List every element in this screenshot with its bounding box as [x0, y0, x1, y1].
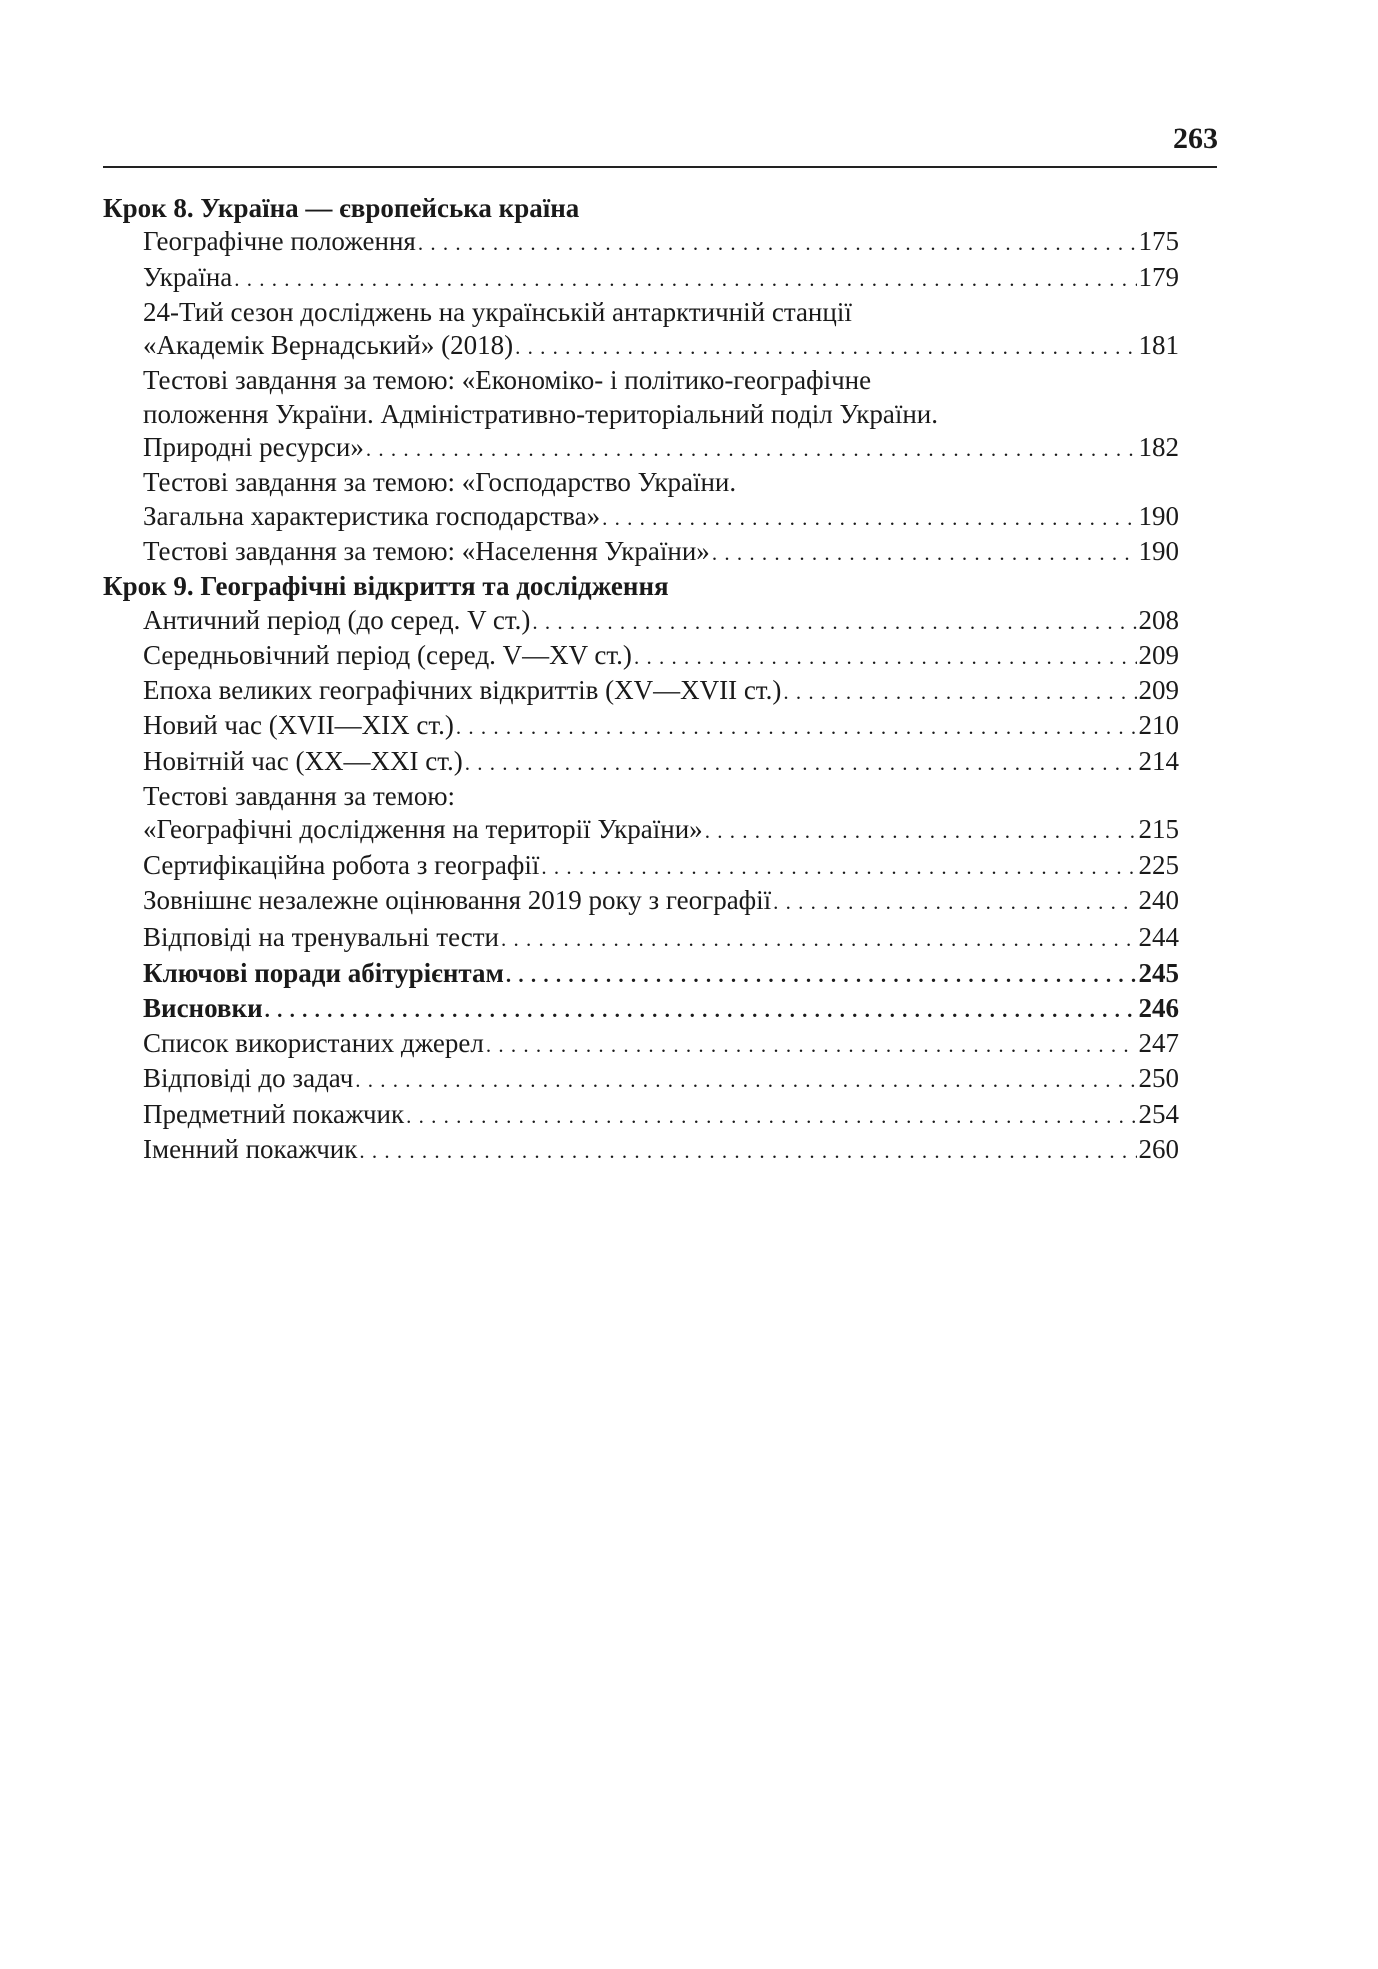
dot-leader	[406, 1100, 1136, 1133]
toc-entry-title: Ключові поради абітурієнтам	[143, 957, 504, 988]
toc-entry	[143, 639, 1179, 674]
toc-entry-title: Географічне положення	[143, 226, 416, 257]
toc-entry-title: Список використаних джерел	[143, 1028, 484, 1059]
toc-entry-page: 175	[1138, 226, 1179, 257]
toc-entry-title: Тестові завдання за темою: «Населення України»	[143, 535, 710, 566]
toc-entry-title: Новий час (XVII—XIX ст.)	[143, 710, 454, 741]
dot-leader	[634, 641, 1137, 674]
toc-entry-title: Предметний покажчик	[143, 1098, 405, 1129]
toc-entry-title: Середньовічний період (серед. V—XV ст.)	[143, 639, 632, 670]
toc-entry-title: Епоха великих географічних відкриттів (XV—XVII ст.)	[143, 675, 782, 706]
dot-leader	[359, 1135, 1136, 1168]
dot-leader	[418, 227, 1137, 260]
toc-entry-row	[143, 1098, 1179, 1133]
toc-entry-list	[103, 225, 1179, 570]
toc-entry-title-line: Тестові завдання за темою: «Економіко- і політико-географічне	[143, 365, 872, 396]
toc-entry-row	[143, 535, 1179, 570]
toc-entry-page: 209	[1138, 675, 1179, 706]
toc-entry-row	[143, 604, 1179, 639]
dot-leader	[486, 1029, 1137, 1062]
toc-entry-page: 210	[1138, 710, 1179, 741]
toc-entry-title: Античний період (до серед. V ст.)	[143, 604, 531, 635]
toc-entry-page: 244	[1138, 922, 1179, 953]
table-of-contents	[103, 192, 1179, 1168]
toc-entry-page: 225	[1138, 849, 1179, 880]
toc-entry-row	[143, 1133, 1179, 1168]
toc-entry-title: Сертифікаційна робота з географії	[143, 849, 540, 880]
dot-leader	[532, 606, 1136, 639]
toc-entry-row	[143, 849, 1179, 884]
toc-entry-list	[103, 604, 1179, 1169]
toc-entry-title: Відповіді на тренувальні тести	[143, 922, 499, 953]
toc-entry-row	[143, 884, 1179, 919]
toc-entry-page: 209	[1138, 639, 1179, 670]
toc-entry-row	[143, 329, 1179, 364]
dot-leader	[602, 502, 1136, 535]
dot-leader	[773, 886, 1136, 919]
toc-entry-title: «Географічні дослідження на території України»	[143, 814, 703, 845]
toc-entry-row	[143, 500, 1179, 535]
toc-entry	[143, 1062, 1179, 1097]
toc-entry-page: 181	[1138, 330, 1179, 361]
dot-leader	[501, 923, 1137, 956]
toc-entry-row	[143, 225, 1179, 260]
toc-entry-title-line: положення України. Адміністративно-територіальний поділ України.	[143, 398, 939, 429]
toc-entry	[143, 957, 1179, 992]
section-heading: Крок 8. Україна — європейська країна	[103, 193, 580, 223]
toc-entry	[143, 604, 1179, 639]
toc-entry	[143, 745, 1179, 780]
dot-leader	[506, 959, 1137, 992]
toc-entry	[143, 921, 1179, 956]
toc-entry-title: «Академік Вернадський» (2018)	[143, 330, 514, 361]
toc-entry	[143, 364, 1179, 466]
toc-entry	[143, 674, 1179, 709]
toc-entry-row	[143, 709, 1179, 744]
toc-entry	[143, 535, 1179, 570]
toc-entry-page: 240	[1138, 884, 1179, 915]
dot-leader	[366, 433, 1137, 466]
toc-entry	[143, 225, 1179, 260]
toc-entry-page: 215	[1138, 814, 1179, 845]
toc-entry-page: 190	[1138, 500, 1179, 531]
dot-leader	[783, 676, 1136, 709]
toc-entry	[143, 849, 1179, 884]
toc-entry-row	[143, 957, 1179, 992]
toc-entry-page: 260	[1138, 1134, 1179, 1165]
dot-leader	[355, 1064, 1136, 1097]
toc-entry-title-line: Тестові завдання за темою:	[143, 781, 456, 812]
toc-entry-page: 250	[1138, 1063, 1179, 1094]
toc-entry	[143, 992, 1179, 1027]
toc-entry-row	[143, 1027, 1179, 1062]
toc-entry-title: Відповіді до задач	[143, 1063, 354, 1094]
dot-leader	[465, 747, 1137, 780]
toc-section	[103, 192, 1179, 570]
page-number: 263	[1173, 122, 1218, 155]
toc-entry	[143, 1027, 1179, 1062]
toc-entry	[143, 466, 1179, 535]
toc-entry	[143, 884, 1179, 919]
toc-section	[103, 570, 1179, 1168]
toc-entry-page: 214	[1138, 745, 1179, 776]
toc-entry	[143, 780, 1179, 849]
toc-entry-title-line: Тестові завдання за темою: «Господарство України.	[143, 467, 737, 498]
dot-leader	[456, 711, 1137, 744]
toc-entry-title: Природні ресурси»	[143, 432, 364, 463]
toc-entry-row	[143, 921, 1179, 956]
toc-entry-title: Загальна характеристика господарства»	[143, 500, 601, 531]
toc-entry-row	[143, 639, 1179, 674]
dot-leader	[712, 537, 1137, 570]
toc-entry	[143, 261, 1179, 296]
toc-entry	[143, 1098, 1179, 1133]
toc-entry-title: Іменний покажчик	[143, 1134, 358, 1165]
toc-entry-page: 208	[1138, 604, 1179, 635]
toc-entry-row	[143, 992, 1179, 1027]
toc-entry-row	[143, 1062, 1179, 1097]
dot-leader	[515, 331, 1136, 364]
toc-entry-page: 245	[1138, 957, 1179, 988]
header-rule	[103, 166, 1217, 168]
dot-leader	[541, 851, 1136, 884]
dot-leader	[234, 263, 1136, 296]
toc-entry-page: 182	[1138, 432, 1179, 463]
section-heading: Крок 9. Географічні відкриття та дослідження	[103, 571, 669, 602]
toc-entry-page: 246	[1138, 992, 1179, 1023]
toc-entry	[143, 709, 1179, 744]
toc-entry-row	[143, 674, 1179, 709]
toc-entry-page: 247	[1138, 1028, 1179, 1059]
dot-leader	[265, 994, 1137, 1027]
toc-entry	[143, 1133, 1179, 1168]
toc-entry-page: 254	[1138, 1098, 1179, 1129]
toc-entry	[143, 296, 1179, 365]
toc-entry-page: 179	[1138, 261, 1179, 292]
toc-entry-title: Висновки	[143, 992, 263, 1023]
toc-entry-row	[143, 745, 1179, 780]
toc-entry-row	[143, 813, 1179, 848]
dot-leader	[705, 815, 1137, 848]
toc-entry-title: Україна	[143, 261, 233, 292]
toc-entry-page: 190	[1138, 535, 1179, 566]
toc-entry-row	[143, 431, 1179, 466]
toc-entry-row	[143, 261, 1179, 296]
toc-entry-title-line: 24-Тий сезон досліджень на українській антарктичній станції	[143, 296, 852, 327]
toc-entry-title: Зовнішнє незалежне оцінювання 2019 року з географії	[143, 884, 772, 915]
toc-entry-title: Новітній час (XX—XXI ст.)	[143, 745, 463, 776]
